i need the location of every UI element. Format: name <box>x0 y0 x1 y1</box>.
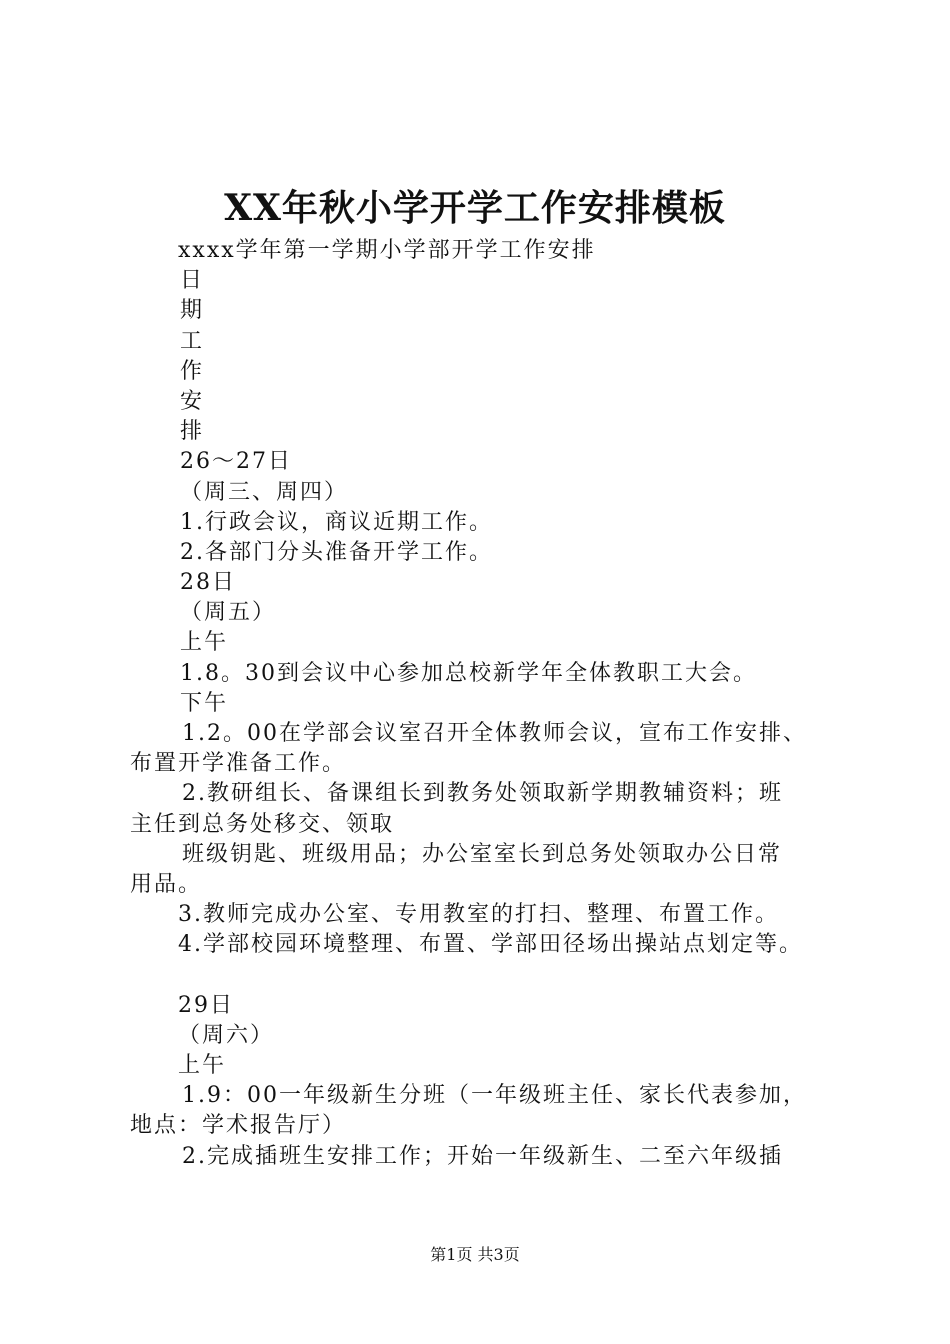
body-line: 布置开学准备工作。 <box>130 751 347 777</box>
body-line: 28日 <box>180 570 236 596</box>
body-line: 1.9：00一年级新生分班（一年级班主任、家长代表参加， <box>182 1083 807 1109</box>
body-line: 主任到总务处移交、领取 <box>130 811 395 837</box>
body-line: （周六） <box>178 1022 275 1048</box>
body-line: 2.教研组长、备课组长到教务处领取新学期教辅资料；班 <box>182 781 783 807</box>
document-title: XX年秋小学开学工作安排模板 <box>224 187 726 229</box>
body-line: 3.教师完成办公室、专用教室的打扫、整理、布置工作。 <box>178 902 779 928</box>
body-line: 安 <box>180 388 205 414</box>
body-line: 上午 <box>178 1053 227 1079</box>
body-line: （周五） <box>180 600 277 626</box>
body-line: 日 <box>180 268 205 294</box>
body-line: 工 <box>180 328 205 354</box>
body-line: 29日 <box>178 992 234 1018</box>
body-line: 2.各部门分头准备开学工作。 <box>180 539 493 565</box>
body-line: xxxx学年第一学期小学部开学工作安排 <box>178 238 596 263</box>
body-line: （周三、周四） <box>180 479 349 505</box>
body-line: 1.8。30到会议中心参加总校新学年全体教职工大会。 <box>180 660 757 686</box>
body-line: 1.行政会议，商议近期工作。 <box>180 509 493 535</box>
body-line: 上午 <box>180 630 229 656</box>
body-line: 班级钥匙、班级用品；办公室室长到总务处领取办公日常 <box>182 841 783 867</box>
document-body <box>130 236 850 1172</box>
blank-line <box>130 961 850 991</box>
body-line: 26～27日 <box>180 449 292 475</box>
body-line: 1.2。00在学部会议室召开全体教师会议，宣布工作安排、 <box>182 721 807 746</box>
body-line: 用品。 <box>130 871 203 897</box>
body-line: 排 <box>180 419 205 445</box>
body-line: 地点：学术报告厅） <box>130 1113 347 1139</box>
body-line: 4.学部校园环境整理、布置、学部田径场出操站点划定等。 <box>178 932 803 958</box>
page-footer: 第1页 共3页 <box>430 1245 520 1264</box>
body-line: 下午 <box>180 690 229 716</box>
body-line: 作 <box>180 358 205 384</box>
body-line: 2.完成插班生安排工作；开始一年级新生、二至六年级插 <box>182 1143 783 1169</box>
body-line: 期 <box>180 298 205 324</box>
